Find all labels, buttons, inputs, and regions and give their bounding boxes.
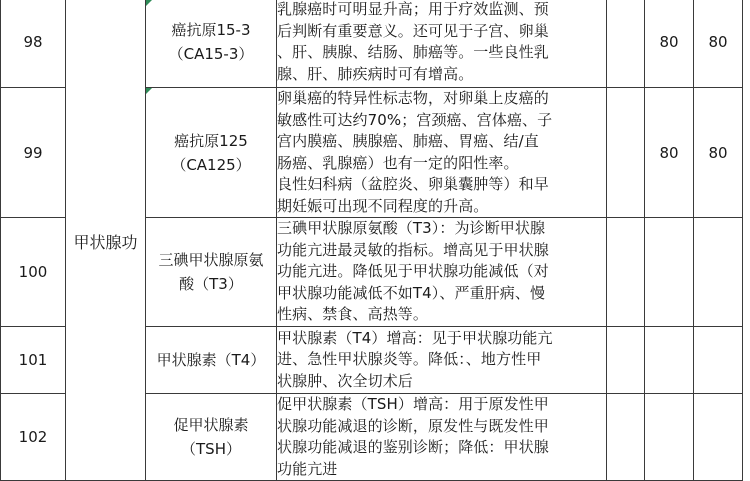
item-code: 酸（T3） xyxy=(179,275,243,293)
item-description: 甲状腺素（T4）增高：见于甲状腺功能亢 进、急性甲状腺炎等。降低：、地方性甲 状腺肿、次全切术后 xyxy=(277,327,607,394)
price-value: 80 xyxy=(694,0,743,88)
category-label: 甲状腺功 xyxy=(73,232,138,252)
item-description: 促甲状腺素（TSH）增高：用于原发性甲 状腺功能减退的诊断，原发性与既发性甲 状腺功能减退的鉴别诊断；降低：甲状腺 功能亢进 xyxy=(277,394,607,481)
item-code: （TSH） xyxy=(181,440,241,458)
item-name-cell xyxy=(146,218,277,327)
item-name-cell xyxy=(146,394,277,481)
row-number: 98 xyxy=(1,0,66,88)
cell-comment-marker xyxy=(146,0,152,6)
price-value xyxy=(645,327,694,394)
item-name: 甲状腺素（T4） xyxy=(156,351,266,369)
category-cell xyxy=(66,0,146,481)
item-name: 癌抗原15-3 xyxy=(171,21,251,39)
item-name-cell xyxy=(146,0,277,88)
empty-cell xyxy=(607,218,645,327)
row-number: 102 xyxy=(1,394,66,481)
price-value xyxy=(694,394,743,481)
row-number: 100 xyxy=(1,218,66,327)
price-value: 80 xyxy=(645,88,694,218)
table-row xyxy=(1,0,743,88)
item-name: 癌抗原125 xyxy=(174,131,248,150)
price-value xyxy=(694,218,743,327)
price-value: 80 xyxy=(645,0,694,88)
row-number: 99 xyxy=(1,88,66,218)
item-code: （CA125） xyxy=(171,155,251,174)
empty-cell xyxy=(607,394,645,481)
price-value xyxy=(645,394,694,481)
item-name: 三碘甲状腺原氨 xyxy=(158,251,264,269)
item-code: （CA15-3） xyxy=(168,45,254,63)
empty-cell xyxy=(607,88,645,218)
item-description: 三碘甲状腺原氨酸（T3）：为诊断甲状腺 功能亢进最灵敏的指标。增高见于甲状腺 功能亢进。降低见于甲状腺功能减低（对 甲状腺功能减低不如T4）、严重肝病、慢 性病、禁食、高热等。 xyxy=(277,218,607,327)
item-name-cell xyxy=(146,88,277,218)
row-number: 101 xyxy=(1,327,66,394)
cell-comment-marker xyxy=(146,88,152,94)
price-value xyxy=(645,218,694,327)
empty-cell xyxy=(607,327,645,394)
price-value: 80 xyxy=(694,88,743,218)
item-description: 乳腺癌时可明显升高；用于疗效监测、预 后判断有重要意义。还可见于子宫、卵巢 、肝、胰腺、结肠、肺癌等。一些良性乳 腺、肝、肺疾病时可有增高。 xyxy=(277,0,607,88)
item-name-cell xyxy=(146,327,277,394)
empty-cell xyxy=(607,0,645,88)
item-description: 卵巢癌的特异性标志物，对卵巢上皮癌的 敏感性可达约70%；宫颈癌、宫体癌、子 宫内膜癌、胰腺癌、肺癌、胃癌、结/直 肠癌、乳腺癌）也有一定的阳性率。 良性妇科病（盆腔炎、卵巢囊肿等）和早 期妊娠可出现不同程度的升高。 xyxy=(277,88,607,218)
item-name: 促甲状腺素 xyxy=(173,416,249,434)
price-value xyxy=(694,327,743,394)
